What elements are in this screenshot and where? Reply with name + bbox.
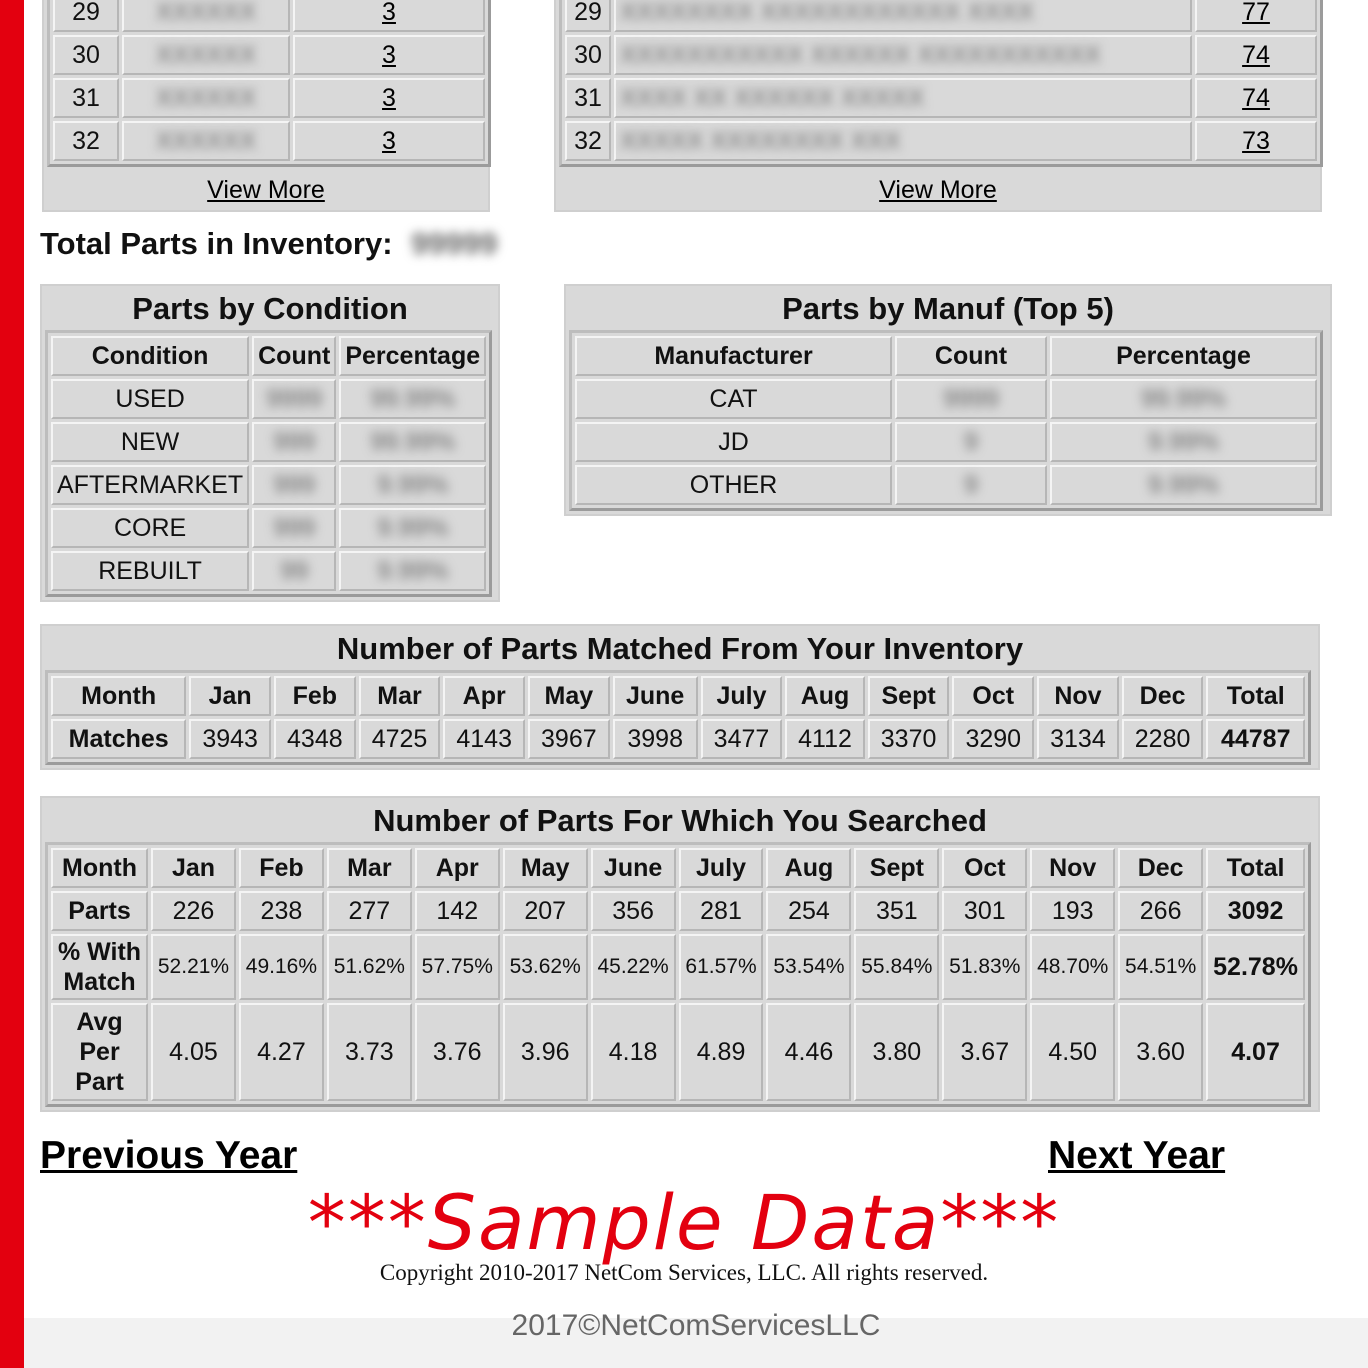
month-value: 3.76 (415, 1003, 500, 1101)
column-header: Aug (785, 676, 864, 716)
table-row (53, 121, 485, 161)
row-number: 30 (565, 35, 611, 75)
month-value: 4348 (274, 719, 356, 759)
manufacturer-name: JD (575, 422, 892, 462)
month-value: 281 (679, 891, 764, 931)
column-header: July (701, 676, 783, 716)
column-header: Aug (766, 848, 851, 888)
column-header: Mar (359, 676, 441, 716)
month-value: 4143 (443, 719, 525, 759)
count-link[interactable]: 3 (382, 126, 396, 155)
column-header: Month (51, 848, 148, 888)
row-label-line: Per (79, 1038, 120, 1066)
panel-title: Parts by Manuf (Top 5) (782, 291, 1114, 326)
manufacturer-name: CAT (575, 379, 892, 419)
count-link[interactable]: 3 (382, 40, 396, 69)
matched-table (45, 670, 1311, 765)
table-row (51, 719, 1305, 759)
redacted-count: 999 (252, 422, 336, 462)
row-label-line: Avg (76, 1008, 123, 1036)
manufacturer-name: OTHER (575, 465, 892, 505)
month-value: 57.75% (415, 934, 500, 1000)
month-value: 254 (766, 891, 851, 931)
red-side-bar (0, 0, 24, 1368)
column-header: Total (1206, 848, 1305, 888)
table-row (53, 0, 485, 32)
month-value: 4.50 (1030, 1003, 1115, 1101)
row-label (51, 934, 148, 1000)
column-header: Dec (1122, 676, 1204, 716)
table-row (51, 508, 486, 548)
table-row (51, 1003, 1305, 1101)
redacted-description: XXXXXXXXXXX XXXXXX XXXXXXXXXXX (614, 35, 1192, 75)
parts-by-manufacturer-panel (564, 284, 1332, 516)
top-parts-table-fragment (42, 0, 490, 212)
month-value: 4.89 (679, 1003, 764, 1101)
column-header: Total (1206, 676, 1305, 716)
column-header: Month (51, 676, 186, 716)
sample-data-watermark: ***Sample Data*** (307, 1178, 1061, 1267)
total-parts-in-inventory (40, 226, 497, 262)
column-header: Oct (942, 848, 1027, 888)
top-parts-table (47, 0, 491, 167)
month-value: 61.57% (679, 934, 764, 1000)
month-value: 3134 (1037, 719, 1119, 759)
table-row (51, 465, 486, 505)
redacted-description: XXXXX XXXXXXXX XXX (614, 121, 1192, 161)
column-header: Jan (189, 676, 271, 716)
row-number: 31 (565, 78, 611, 118)
redacted-part: XXXXXX (122, 78, 290, 118)
table-row (51, 379, 486, 419)
column-header: Sept (868, 676, 950, 716)
column-header: Percentage (339, 336, 486, 376)
table-row (575, 422, 1317, 462)
column-header: Dec (1118, 848, 1203, 888)
redacted-percentage: 9.99% (339, 551, 486, 591)
month-value: 45.22% (591, 934, 676, 1000)
month-value: 4112 (785, 719, 864, 759)
table-row (565, 0, 1317, 32)
month-value: 3.80 (854, 1003, 939, 1101)
month-value: 4725 (359, 719, 441, 759)
column-header: Nov (1030, 848, 1115, 888)
table-row (51, 422, 486, 462)
month-value: 3.73 (327, 1003, 412, 1101)
month-value: 301 (942, 891, 1027, 931)
redacted-count: 9999 (895, 379, 1047, 419)
month-value: 3943 (189, 719, 271, 759)
month-value: 51.83% (942, 934, 1027, 1000)
top-searched-table-fragment (554, 0, 1322, 212)
redacted-count: 999 (252, 508, 336, 548)
row-number: 31 (53, 78, 119, 118)
redacted-percentage: 9.99% (339, 508, 486, 548)
row-label: Matches (51, 719, 186, 759)
month-value: 3967 (528, 719, 610, 759)
parts-by-condition-panel (40, 284, 500, 602)
condition-name: USED (51, 379, 249, 419)
count-link[interactable]: 3 (382, 83, 396, 112)
month-value: 356 (591, 891, 676, 931)
page-footer (24, 1309, 1368, 1368)
month-value: 4.05 (151, 1003, 236, 1101)
column-header: May (503, 848, 588, 888)
month-value: 48.70% (1030, 934, 1115, 1000)
row-number: 32 (53, 121, 119, 161)
previous-year-link[interactable]: Previous Year (40, 1134, 298, 1177)
redacted-percentage: 9.99% (1050, 465, 1317, 505)
month-value: 3.60 (1118, 1003, 1203, 1101)
condition-name: CORE (51, 508, 249, 548)
month-value: 266 (1118, 891, 1203, 931)
count-link[interactable]: 74 (1242, 40, 1270, 69)
table-header-row (575, 336, 1317, 376)
column-header: Manufacturer (575, 336, 892, 376)
row-label-line: % With (57, 938, 142, 966)
month-value: 3477 (701, 719, 783, 759)
redacted-percentage: 9.99% (339, 465, 486, 505)
view-more-link[interactable]: View More (207, 176, 325, 204)
total-parts-label: Total Parts in Inventory: (40, 226, 393, 261)
count-link[interactable]: 74 (1242, 83, 1270, 112)
column-header: Nov (1037, 676, 1119, 716)
top-searched-table (559, 0, 1323, 167)
redacted-count: 9999 (252, 379, 336, 419)
table-row (53, 35, 485, 75)
month-value: 4.46 (766, 1003, 851, 1101)
column-header: Jan (151, 848, 236, 888)
month-value: 4.27 (239, 1003, 324, 1101)
month-value: 3.96 (503, 1003, 588, 1101)
parts-searched-panel (40, 796, 1320, 1112)
total-value: 52.78% (1206, 934, 1305, 1000)
column-header: Feb (239, 848, 324, 888)
next-year-link[interactable]: Next Year (1048, 1134, 1226, 1177)
table-row (565, 78, 1317, 118)
month-value: 49.16% (239, 934, 324, 1000)
month-value: 193 (1030, 891, 1115, 931)
month-value: 3290 (952, 719, 1034, 759)
month-value: 142 (415, 891, 500, 931)
table-row (53, 78, 485, 118)
condition-name: REBUILT (51, 551, 249, 591)
row-label-line: Match (63, 968, 136, 996)
redacted-percentage: 99.99% (339, 379, 486, 419)
month-value: 3.67 (942, 1003, 1027, 1101)
table-row (575, 465, 1317, 505)
redacted-part: XXXXXX (122, 121, 290, 161)
month-value: 52.21% (151, 934, 236, 1000)
redacted-count: 9 (895, 422, 1047, 462)
month-value: 226 (151, 891, 236, 931)
column-header: Oct (952, 676, 1034, 716)
month-value: 351 (854, 891, 939, 931)
redacted-total: 99999 (411, 226, 498, 261)
condition-table (45, 330, 492, 597)
column-header: Count (252, 336, 336, 376)
redacted-description: XXXX XX XXXXXX XXXXX (614, 78, 1192, 118)
panel-title: Number of Parts For Which You Searched (373, 803, 987, 838)
total-value: 4.07 (1206, 1003, 1305, 1101)
column-header: Condition (51, 336, 249, 376)
month-value: 53.54% (766, 934, 851, 1000)
total-value: 44787 (1206, 719, 1305, 759)
redacted-count: 9 (895, 465, 1047, 505)
month-value: 3998 (613, 719, 698, 759)
total-value: 3092 (1206, 891, 1305, 931)
manufacturer-table (569, 330, 1323, 511)
column-header: Apr (443, 676, 525, 716)
row-label (51, 1003, 148, 1101)
column-header: June (591, 848, 676, 888)
month-value: 54.51% (1118, 934, 1203, 1000)
searched-table (45, 842, 1311, 1107)
parts-matched-panel (40, 624, 1320, 770)
table-header-row (51, 336, 486, 376)
table-row (51, 551, 486, 591)
column-header: Apr (415, 848, 500, 888)
month-value: 4.18 (591, 1003, 676, 1101)
table-row (565, 121, 1317, 161)
table-header-row (51, 848, 1305, 888)
month-value: 3370 (868, 719, 950, 759)
month-value: 207 (503, 891, 588, 931)
redacted-count: 999 (252, 465, 336, 505)
column-header: Mar (327, 848, 412, 888)
redacted-percentage: 99.99% (339, 422, 486, 462)
row-number: 29 (53, 0, 119, 32)
table-row (51, 891, 1305, 931)
month-value: 53.62% (503, 934, 588, 1000)
row-label-line: Part (75, 1068, 124, 1096)
next-year-nav (1048, 1134, 1225, 1178)
column-header: May (528, 676, 610, 716)
redacted-count: 99 (252, 551, 336, 591)
panel-title: Parts by Condition (132, 291, 408, 326)
month-value: 238 (239, 891, 324, 931)
row-number: 30 (53, 35, 119, 75)
column-header: Sept (854, 848, 939, 888)
redacted-percentage: 9.99% (1050, 422, 1317, 462)
table-row (565, 35, 1317, 75)
row-number: 32 (565, 121, 611, 161)
month-value: 51.62% (327, 934, 412, 1000)
column-header: June (613, 676, 698, 716)
previous-year-nav (40, 1134, 297, 1178)
view-more-link[interactable]: View More (879, 176, 997, 204)
month-value: 277 (327, 891, 412, 931)
column-header: Percentage (1050, 336, 1317, 376)
redacted-percentage: 99.99% (1050, 379, 1317, 419)
month-value: 2280 (1122, 719, 1204, 759)
table-header-row (51, 676, 1305, 716)
row-number: 29 (565, 0, 611, 32)
count-link[interactable]: 3 (382, 0, 396, 26)
table-row (51, 934, 1305, 1000)
redacted-part: XXXXXX (122, 35, 290, 75)
footer-text: 2017©NetComServicesLLC (511, 1309, 881, 1342)
column-header: Count (895, 336, 1047, 376)
panel-title: Number of Parts Matched From Your Inventory (336, 631, 1024, 666)
redacted-description: XXXXXXXX XXXXXXXXXXXX XXXX (614, 0, 1192, 32)
copyright-notice: Copyright 2010-2017 NetCom Services, LLC. All rights reserved. (379, 1260, 989, 1285)
month-value: 55.84% (854, 934, 939, 1000)
condition-name: NEW (51, 422, 249, 462)
column-header: Feb (274, 676, 356, 716)
condition-name: AFTERMARKET (51, 465, 249, 505)
column-header: July (679, 848, 764, 888)
count-link[interactable]: 77 (1242, 0, 1270, 26)
table-row (575, 379, 1317, 419)
redacted-part: XXXXXX (122, 0, 290, 32)
row-label: Parts (51, 891, 148, 931)
count-link[interactable]: 73 (1242, 126, 1270, 155)
